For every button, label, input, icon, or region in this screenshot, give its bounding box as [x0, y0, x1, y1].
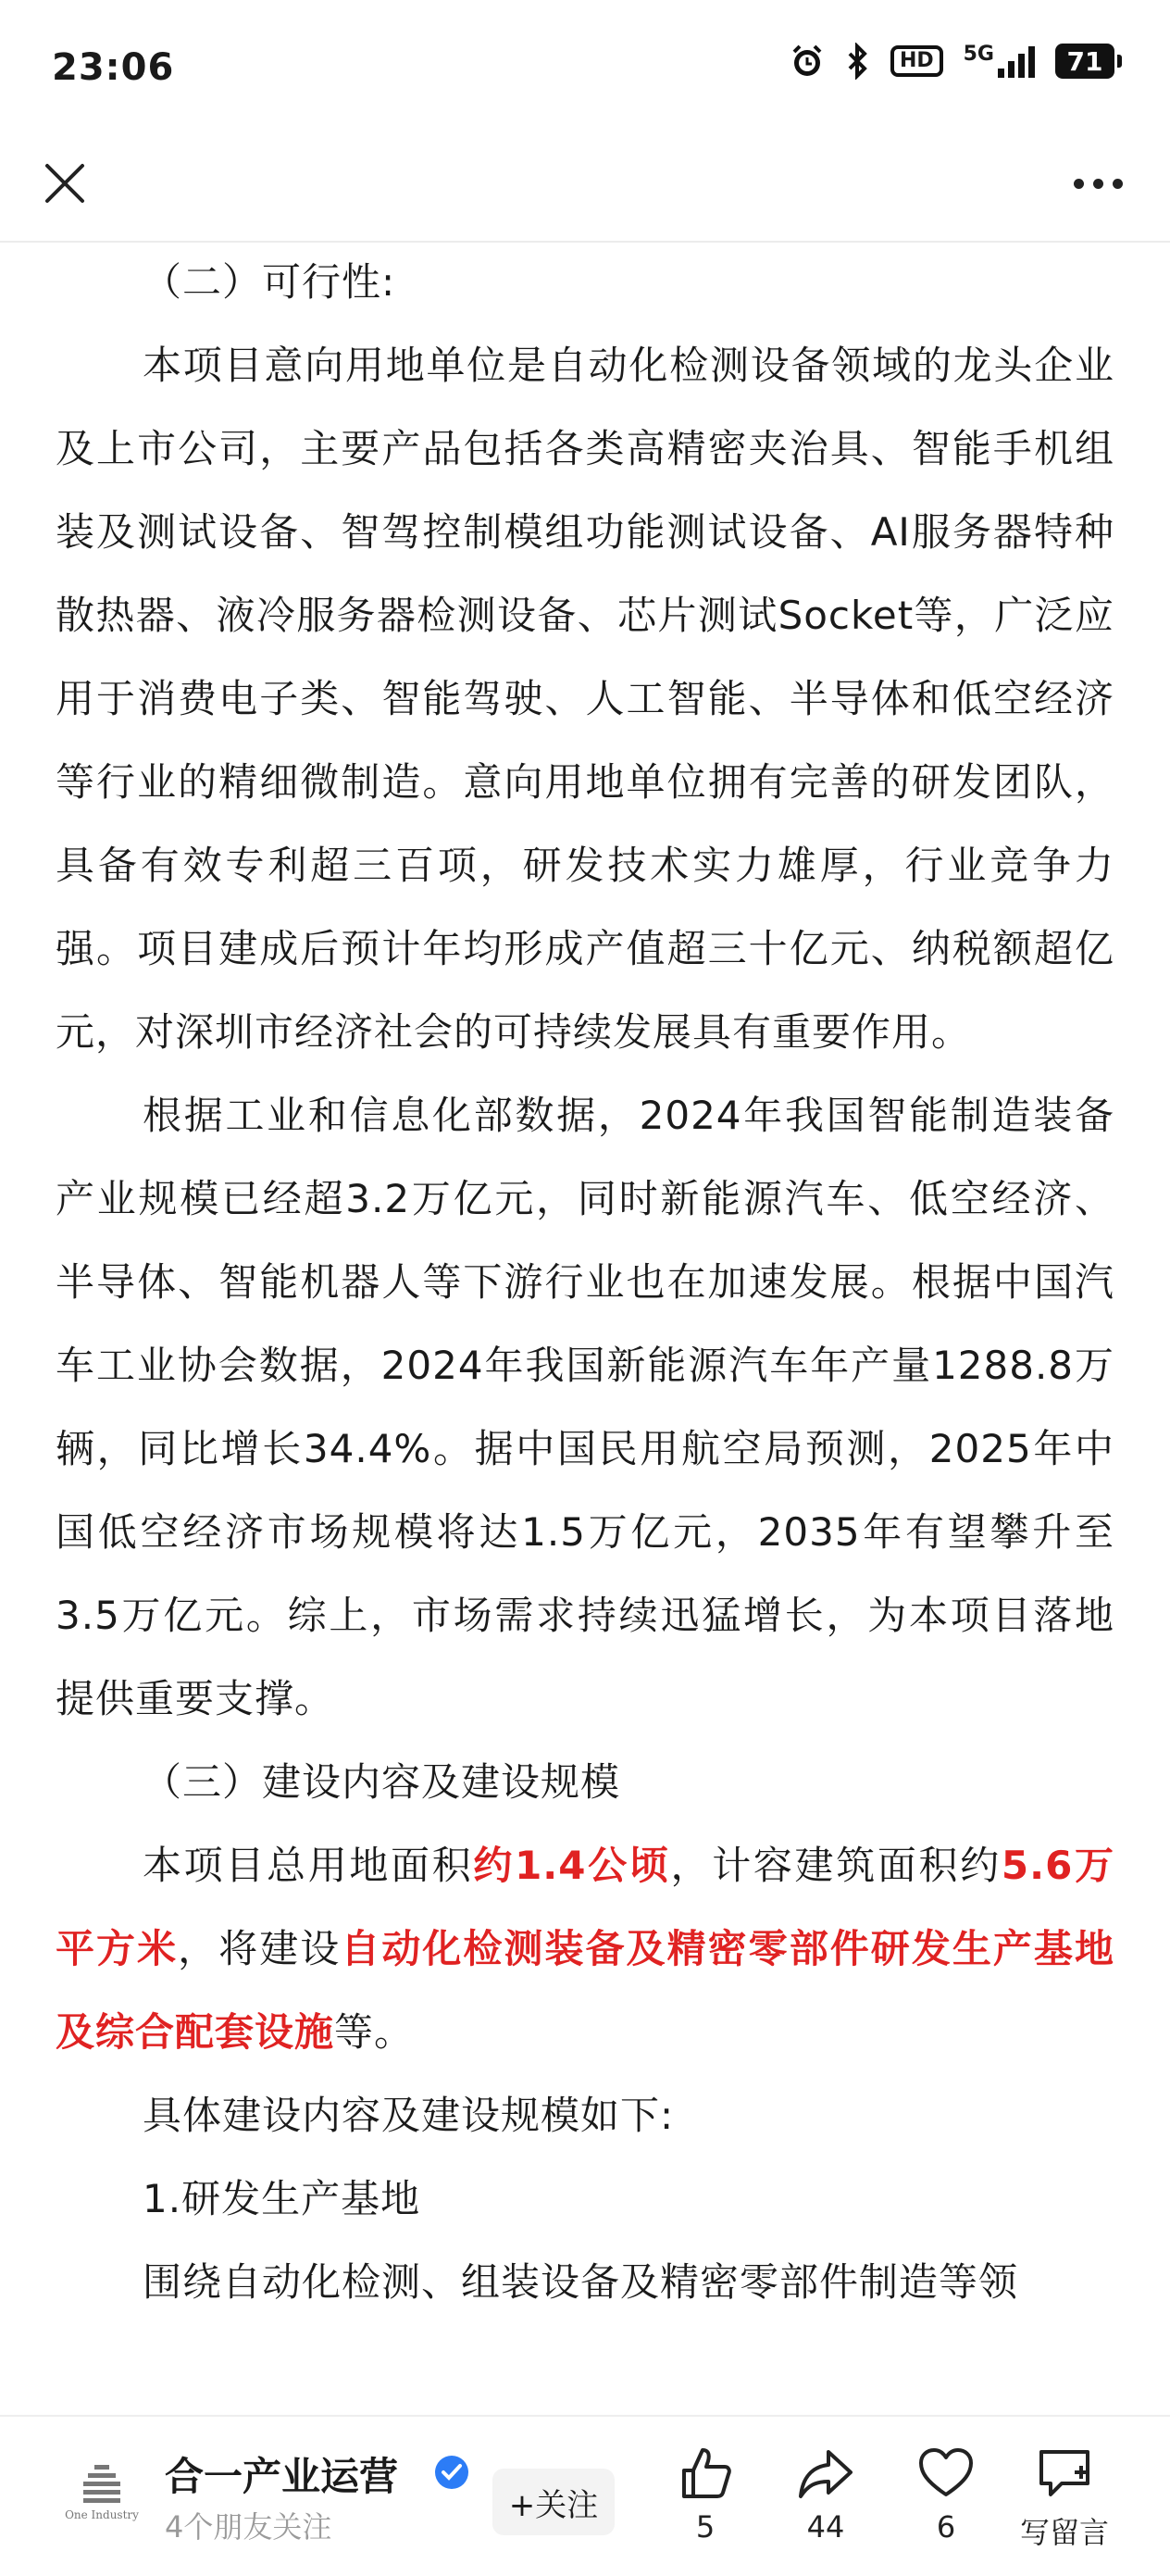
logo-text: One Industry: [65, 2508, 139, 2521]
highlight-building-area: 5.6万平方米: [56, 1843, 1114, 1971]
status-time: 23:06: [52, 46, 175, 89]
status-bar: [0, 0, 1170, 139]
battery-icon: [1055, 44, 1114, 79]
share-icon: [797, 2445, 854, 2502]
account-name[interactable]: 合一产业运营: [165, 2454, 399, 2499]
article-paragraph-3: 本项目总用地面积约1.4公顷，计容建筑面积约5.6万平方米，将建设自动化检测装备及精密零部件研发生产基地及综合配套设施等。: [56, 1843, 1114, 2055]
network-type: 5G: [963, 43, 994, 66]
article-subheading-1: 1.研发生产基地: [143, 2176, 421, 2221]
account-logo[interactable]: [56, 2457, 148, 2532]
more-dots-icon: [1074, 179, 1084, 189]
favorite-button[interactable]: [890, 2445, 1002, 2545]
article-paragraph-1: 本项目意向用地单位是自动化检测设备领域的龙头企业及上市公司，主要产品包括各类高精密夹治具、智能手机组装及测试设备、智驾控制模组功能测试设备、AI服务器特种散热器、液冷服务器检测设备、芯片测试Socket等，广泛应用于消费电子类、智能驾驶、人工智能、半导体和低空经济等行业的精细微制造。意向用地单位拥有完善的研发团队，具备有效专利超三百项，研发技术实力雄厚，行业竞争力强。项目建成后预计年均形成产值超三十亿元、纳税额超亿元，对深圳市经济社会的可持续发展具有重要作用。: [56, 343, 1114, 1055]
alarm-icon: [789, 43, 826, 80]
status-icons: [789, 43, 1114, 80]
followers-text: 4个朋友关注: [165, 2509, 332, 2545]
favorite-count: 6: [936, 2509, 956, 2545]
share-count: 44: [806, 2509, 845, 2545]
signal-icon: [964, 44, 1035, 78]
highlight-area: 约1.4公顷: [473, 1843, 671, 1888]
hd-badge: HD: [890, 45, 943, 77]
like-count: 5: [695, 2509, 716, 2545]
article-paragraph-4: 具体建设内容及建设规模如下:: [143, 2093, 675, 2138]
highlight-base: 自动化检测装备及精密零部件研发生产基地及综合配套设施: [56, 1926, 1114, 2055]
like-button[interactable]: [650, 2445, 761, 2545]
comment-label: 写留言: [1019, 2515, 1109, 2550]
comment-button[interactable]: [1000, 2445, 1129, 2552]
more-button[interactable]: [1052, 146, 1144, 220]
article-paragraph-5: 围绕自动化检测、组装设备及精密零部件制造等领: [143, 2259, 1019, 2305]
close-icon: [42, 160, 88, 206]
close-button[interactable]: [28, 146, 102, 220]
follow-button[interactable]: +关注: [492, 2469, 615, 2535]
article-heading-construction: （三）建设内容及建设规模: [143, 1759, 621, 1805]
bottom-bar: [0, 2415, 1170, 2576]
bluetooth-icon: [846, 43, 870, 80]
comment-plus-icon: [1034, 2445, 1095, 2502]
article-body: [56, 241, 1114, 2417]
verified-icon: [433, 2454, 470, 2491]
thumbs-up-icon: [677, 2445, 734, 2502]
top-toolbar: [0, 130, 1170, 243]
heart-icon: [917, 2445, 975, 2502]
logo-icon: [83, 2465, 120, 2503]
article-heading-feasibility: （二）可行性:: [143, 259, 396, 305]
share-button[interactable]: [770, 2445, 881, 2545]
article-paragraph-2: 根据工业和信息化部数据，2024年我国智能制造装备产业规模已经超3.2万亿元，同时新能源汽车、低空经济、半导体、智能机器人等下游行业也在加速发展。根据中国汽车工业协会数据，2024年我国新能源汽车年产量1288.8万辆，同比增长34.4%。据中国民用航空局预测，2025年中国低空经济市场规模将达1.5万亿元，2035年有望攀升至3.5万亿元。综上，市场需求持续迅猛增长，为本项目落地提供重要支撑。: [56, 1093, 1114, 1721]
battery-level: 71: [1066, 45, 1103, 77]
